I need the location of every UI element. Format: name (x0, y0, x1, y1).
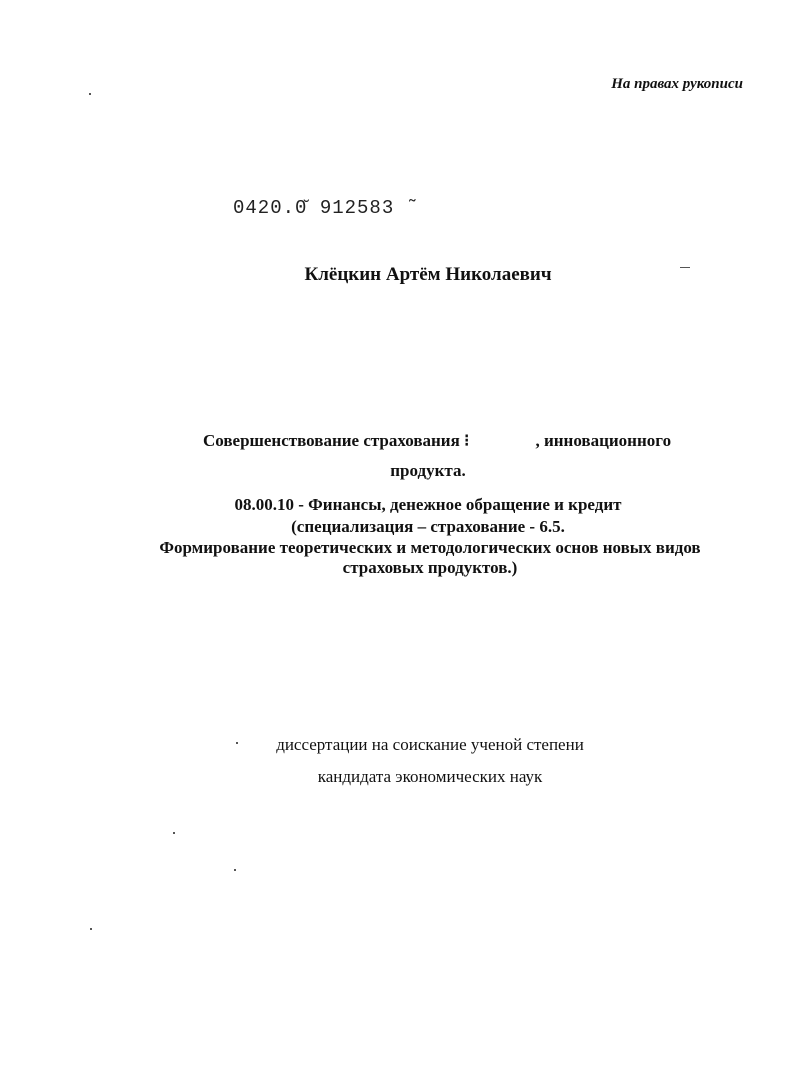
scan-speck (89, 93, 91, 95)
specialization-line: (специализация – страхование - 6.5. (291, 517, 565, 536)
dissertation-degree-line-2: кандидата экономических наук (317, 767, 543, 786)
scan-speck (234, 869, 236, 871)
title-line-1-part-1: Совершенствование страхования ⁝ (203, 431, 470, 450)
scan-speck (680, 267, 690, 268)
manuscript-rights-label: На правах рукописи (611, 76, 743, 92)
author-name: Клёцкин Артём Николаевич (304, 264, 552, 285)
dissertation-title-line-1 (203, 431, 671, 451)
dissertation-title-line-2: продукта. (390, 461, 466, 480)
specialty-line: 08.00.10 - Финансы, денежное обращение и кредит (234, 495, 622, 514)
scan-speck (236, 742, 238, 744)
formation-line-2: страховых продуктов.) (342, 558, 518, 577)
dissertation-degree-line-1: диссертации на соискание ученой степени (276, 735, 584, 754)
formation-line-1: Формирование теоретических и методологических основ новых видов (159, 538, 701, 557)
scan-speck (90, 928, 92, 930)
scan-speck (173, 832, 175, 834)
catalog-code: 0420.0̆ 912583 ˜ (233, 197, 420, 219)
title-line-1-part-2: , инновационного (535, 431, 672, 450)
